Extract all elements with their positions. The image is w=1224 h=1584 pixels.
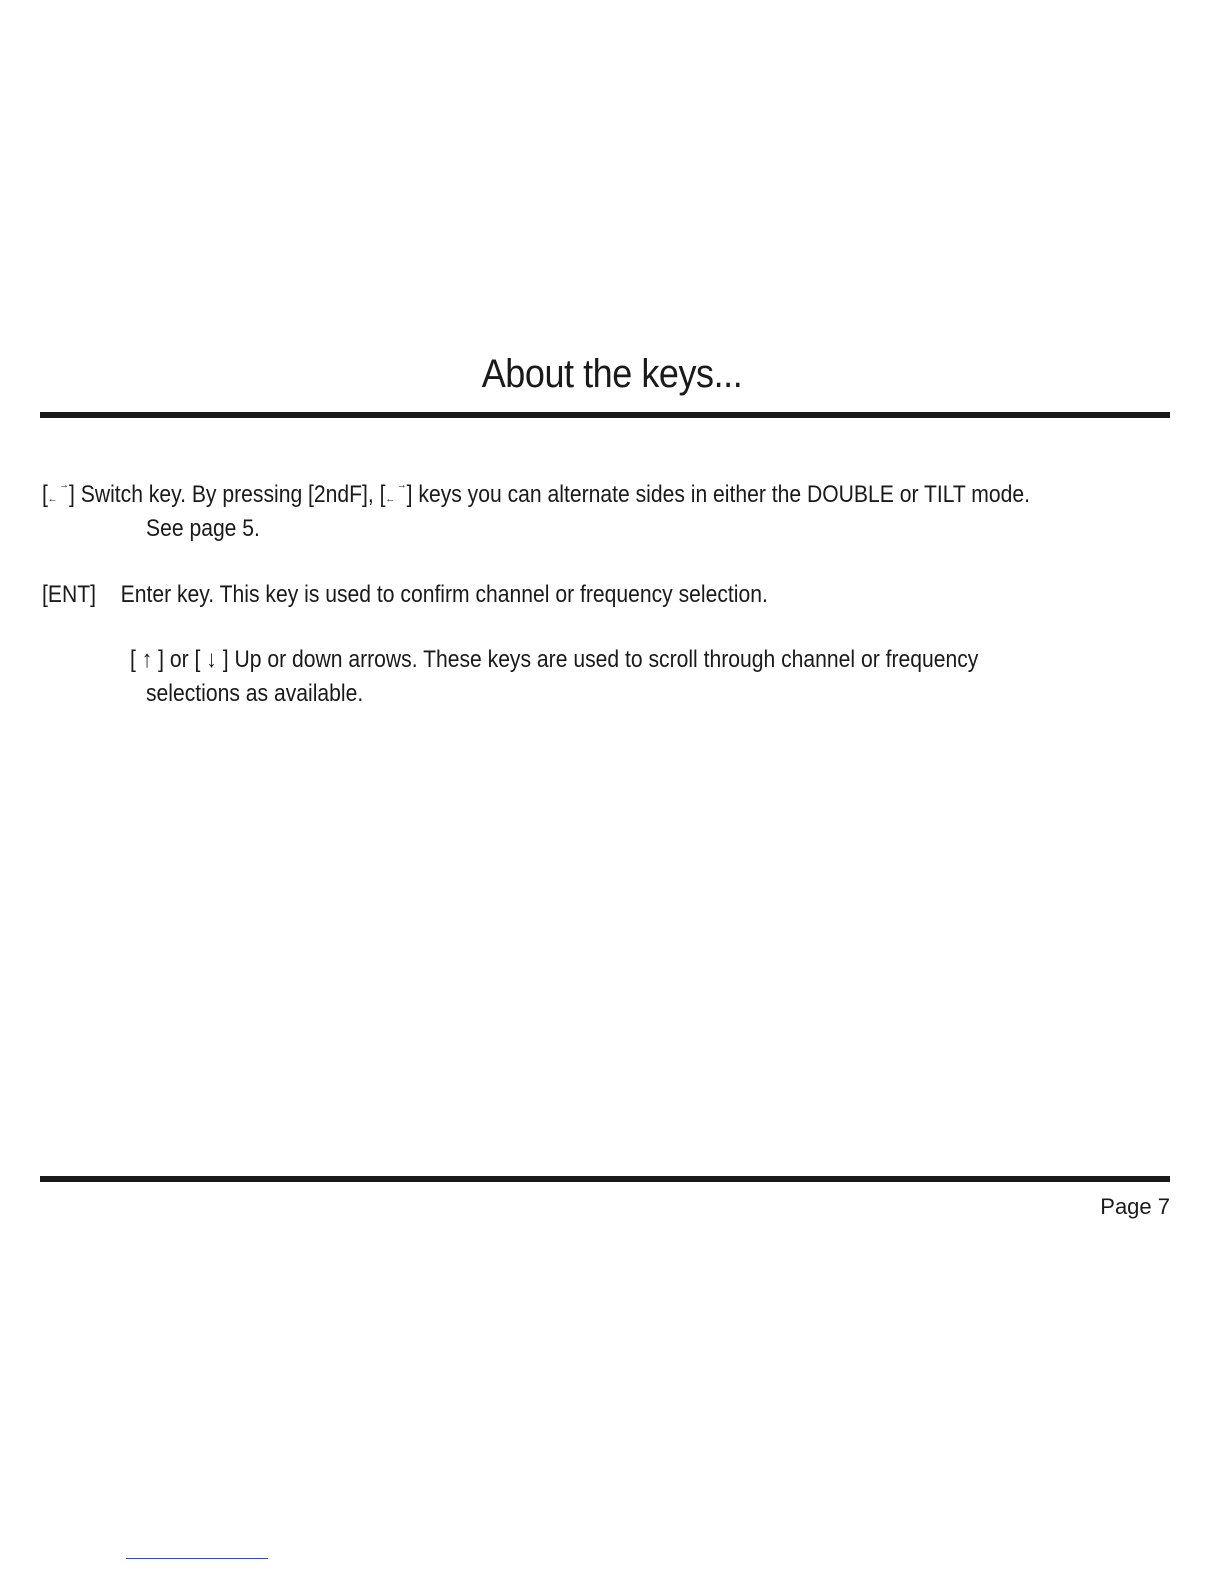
switch-key-entry (42, 478, 1030, 512)
up-arrow-icon: ↑ (141, 646, 153, 673)
switch-key-continuation: See page 5. (146, 515, 260, 542)
bottom-underline (126, 1558, 268, 1559)
switch-arrows-icon (47, 479, 69, 505)
switch-key-text-b: ] keys you can alternate sides in either the DOUBLE or TILT mode. (406, 481, 1031, 508)
arrow-right-icon: → (396, 479, 407, 491)
arrow-key-suffix: ] (216, 646, 229, 673)
arrow-key-mid: ] or [ (152, 646, 207, 673)
enter-key-text: Enter key. This key is used to confirm channel or frequency selection. (120, 581, 768, 608)
arrow-key-prefix: [ (130, 646, 142, 673)
switch-key-open: [ (42, 481, 48, 508)
top-divider (40, 412, 1170, 418)
arrow-right-icon: → (59, 479, 69, 491)
arrow-keys-entry (130, 643, 978, 677)
enter-key-entry (42, 578, 768, 612)
switch-key-close: ] (68, 481, 75, 508)
down-arrow-icon: ↓ (206, 646, 217, 673)
page-title: About the keys... (481, 352, 743, 396)
page-number: Page 7 (1100, 1194, 1170, 1219)
arrow-left-icon: ← (385, 493, 396, 505)
enter-key-label: [ENT] (42, 581, 96, 608)
switch-key-text-a: Switch key. By pressing [2ndF], [ (80, 481, 386, 508)
arrow-left-icon: ← (47, 493, 58, 505)
arrow-keys-continuation: selections as available. (146, 680, 364, 707)
bottom-divider (40, 1176, 1170, 1182)
switch-arrows-icon-inline (385, 479, 407, 505)
arrow-keys-text: Up or down arrows. These keys are used to scroll through channel or frequency (228, 646, 979, 673)
